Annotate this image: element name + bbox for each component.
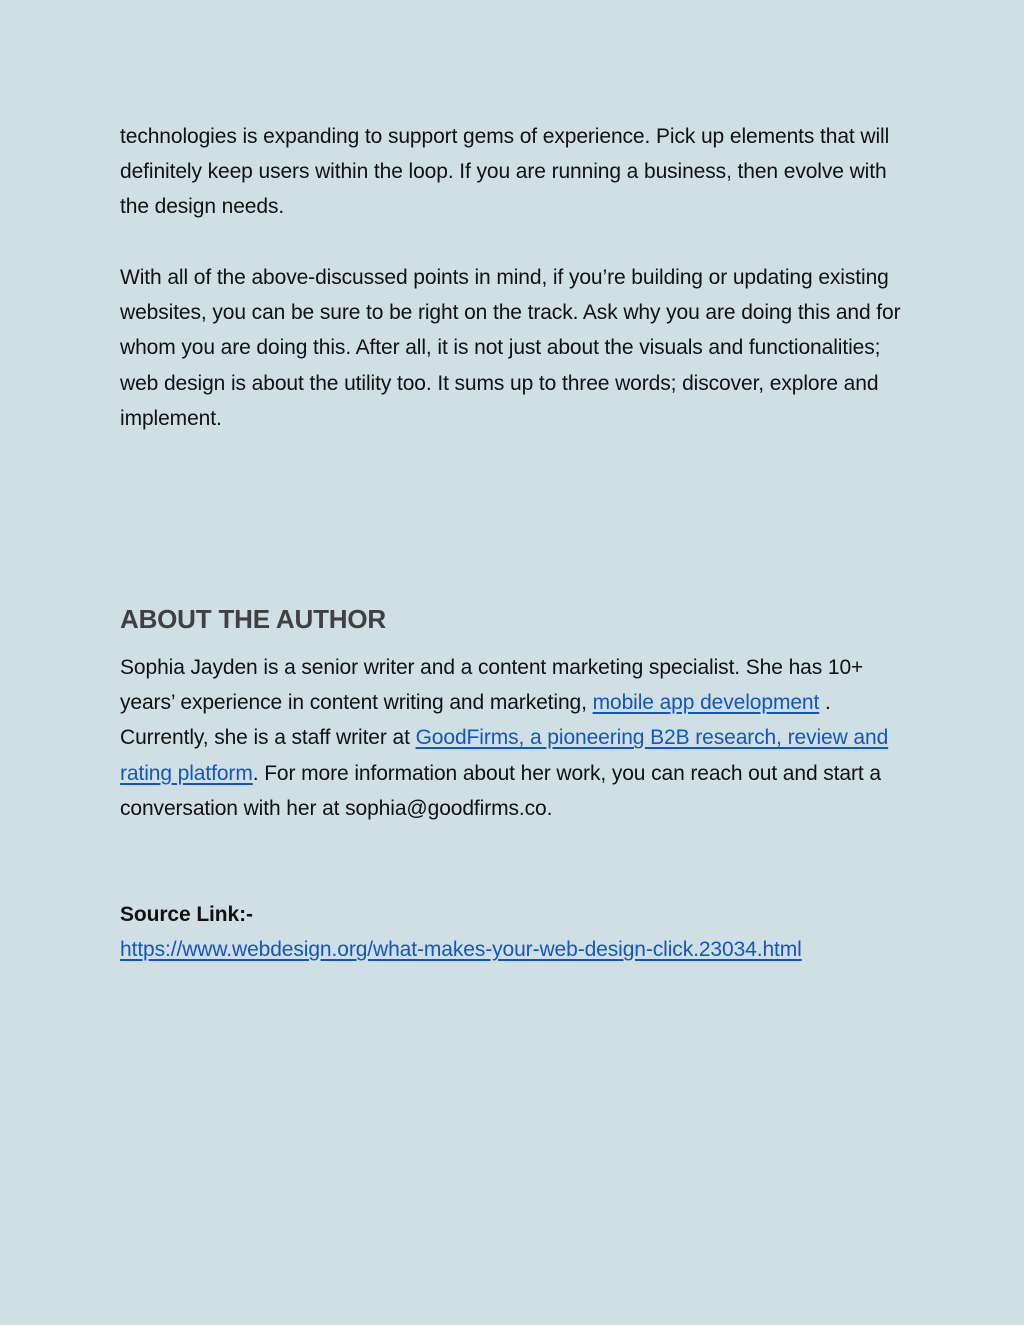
goodfirms-link[interactable]: GoodFirms, a pioneering B2B research, review and rating platform <box>120 726 889 785</box>
mobile-app-development-link[interactable]: mobile app development <box>592 691 820 715</box>
body-paragraph-1: technologies is expanding to support gems of experience. Pick up elements that will definitely keep users within the loop. If you are running a business, then evolve with the design needs. <box>120 125 890 219</box>
source-url-link[interactable]: https://www.webdesign.org/what-makes-your-web-design-click.23034.html <box>120 938 802 962</box>
author-bio-text-2: . Currently, she is a staff writer at <box>120 691 831 750</box>
author-bio <box>120 650 910 826</box>
about-author-heading: ABOUT THE AUTHOR <box>120 604 386 634</box>
source-link-label: Source Link:- <box>120 903 253 926</box>
body-paragraph-2: With all of the above-discussed points in mind, if you’re building or updating existing websites, you can be sure to be right on the track. Ask why you are doing this and for whom you are doing this. After all, it is not just about the visuals and functionalities; web design is about the utility too. It sums up to three words; discover, explore and implement. <box>120 266 901 430</box>
author-bio-text-3: . For more information about her work, you can reach out and start a conversation with her at sophia@goodfirms.co. <box>120 761 881 820</box>
source-block <box>120 897 910 967</box>
author-bio-text-1: Sophia Jayden is a senior writer and a content marketing specialist. She has 10+ years’ experience in content writing and marketing, <box>120 656 864 715</box>
